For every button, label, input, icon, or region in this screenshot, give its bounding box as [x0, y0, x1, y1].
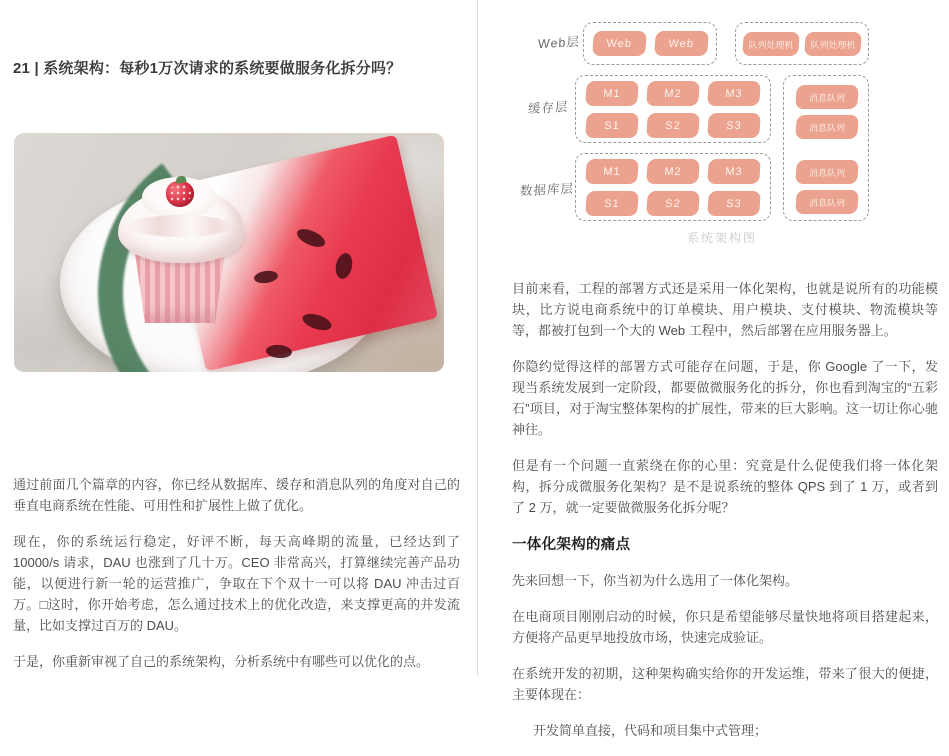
diagram-node-cache-slave: S1	[585, 113, 639, 138]
paragraph: 在系统开发的初期，这种架构确实给你的开发运维，带来了很大的便捷，主要体现在：	[512, 666, 938, 702]
right-column	[478, 0, 949, 738]
cache-master-row	[586, 81, 760, 106]
paragraph: 于是，你重新审视了自己的系统架构，分析系统中有哪些可以优化的点。	[13, 654, 430, 669]
diagram-node-db-master: M1	[585, 159, 639, 184]
queue-processor-group	[735, 22, 869, 65]
diagram-node-cache-master: M2	[646, 81, 700, 106]
strawberry-graphic	[166, 181, 194, 207]
web-layer-label: Web层	[537, 34, 581, 52]
chapter-title: 21 | 系统架构：每秒1万次请求的系统要做服务化拆分吗？	[13, 60, 402, 77]
left-column-text	[13, 474, 460, 687]
paragraph: 你隐约觉得这样的部署方式可能存在问题，于是，你 Google 了一下，发现当系统发展到一定阶段，都要做微服务化的拆分，你也看到淘宝的“五彩石”项目，对于淘宝整体架构的扩展性，带来的巨大影响。这一切让你心驰神往。	[512, 359, 938, 437]
diagram-node-cache-master: M1	[585, 81, 639, 106]
cupcake-wrapper-graphic	[130, 253, 230, 323]
diagram-node-cache-slave: S3	[707, 113, 761, 138]
diagram-node-web: Web	[592, 31, 646, 56]
paragraph: 在电商项目刚刚启动的时候，你只是希望能够尽量快地将项目搭建起来，方便将产品更早地投放市场，快速完成验证。	[512, 609, 938, 645]
db-slave-row	[586, 191, 760, 216]
paragraph: 但是有一个问题一直萦绕在你的心里：究竟是什么促使我们将一体化架构，拆分成微服务化架构？是不是说系统的整体 QPS 到了 1 万，或者到了 2 万，就一定要做微服务化拆分呢？	[512, 458, 938, 515]
diagram-node-web: Web	[654, 31, 708, 56]
database-nodes-group	[575, 153, 771, 221]
system-architecture-diagram	[478, 0, 949, 260]
diagram-node-message-queue: 消息队列	[795, 160, 859, 184]
section-heading: 一体化架构的痛点	[512, 537, 631, 553]
diagram-node-message-queue: 消息队列	[795, 190, 859, 214]
paragraph: 目前来看，工程的部署方式还是采用一体化架构，也就是说所有的功能模块，比方说电商系统中的订单模块、用户模块、支付模块、物流模块等等，都被打包到一个大的 Web 工程中，然后部署在应用服务器上。	[512, 281, 938, 338]
right-column-text	[512, 278, 938, 756]
diagram-node-db-slave: S3	[707, 191, 761, 216]
paragraph: 先来回想一下，你当初为什么选用了一体化架构。	[512, 573, 799, 588]
paragraph: 通过前面几个篇章的内容，你已经从数据库、缓存和消息队列的角度对自己的垂直电商系统在性能、可用性和扩展性上做了优化。	[13, 477, 460, 513]
message-queue-group	[783, 75, 869, 221]
diagram-node-db-slave: S2	[646, 191, 700, 216]
diagram-node-db-slave: S1	[585, 191, 639, 216]
web-nodes-group	[583, 22, 717, 65]
diagram-node-db-master: M3	[707, 159, 761, 184]
diagram-node-message-queue: 消息队列	[795, 85, 859, 109]
diagram-node-cache-master: M3	[707, 81, 761, 106]
cache-slave-row	[586, 113, 760, 138]
list-item: 开发简单直接，代码和项目集中式管理；	[533, 723, 768, 738]
cache-nodes-group	[575, 75, 771, 143]
diagram-node-cache-slave: S2	[646, 113, 700, 138]
diagram-node-queue-processor: 队列处理机	[742, 32, 800, 56]
cache-layer-label: 缓存层	[527, 99, 569, 117]
cupcake-watermelon-photo	[14, 133, 444, 372]
diagram-node-queue-processor: 队列处理机	[804, 32, 862, 56]
diagram-node-db-master: M2	[646, 159, 700, 184]
paragraph: 现在，你的系统运行稳定，好评不断，每天高峰期的流量，已经达到了 10000/s 请求，DAU 也涨到了几十万。CEO 非常高兴，打算继续完善产品功能，以便进行新一轮的运营推广，争取在下个双十一可以将 DAU 冲击过百万。□这时，你开始考虑，怎么通过技术上的优化改造，来支撑更高的并发流量，比如支撑过百万的 DAU。	[13, 534, 460, 633]
db-master-row	[586, 159, 760, 184]
diagram-caption: 系统架构图	[686, 231, 757, 245]
db-layer-label: 数据库层	[519, 181, 575, 199]
diagram-node-message-queue: 消息队列	[795, 115, 859, 139]
